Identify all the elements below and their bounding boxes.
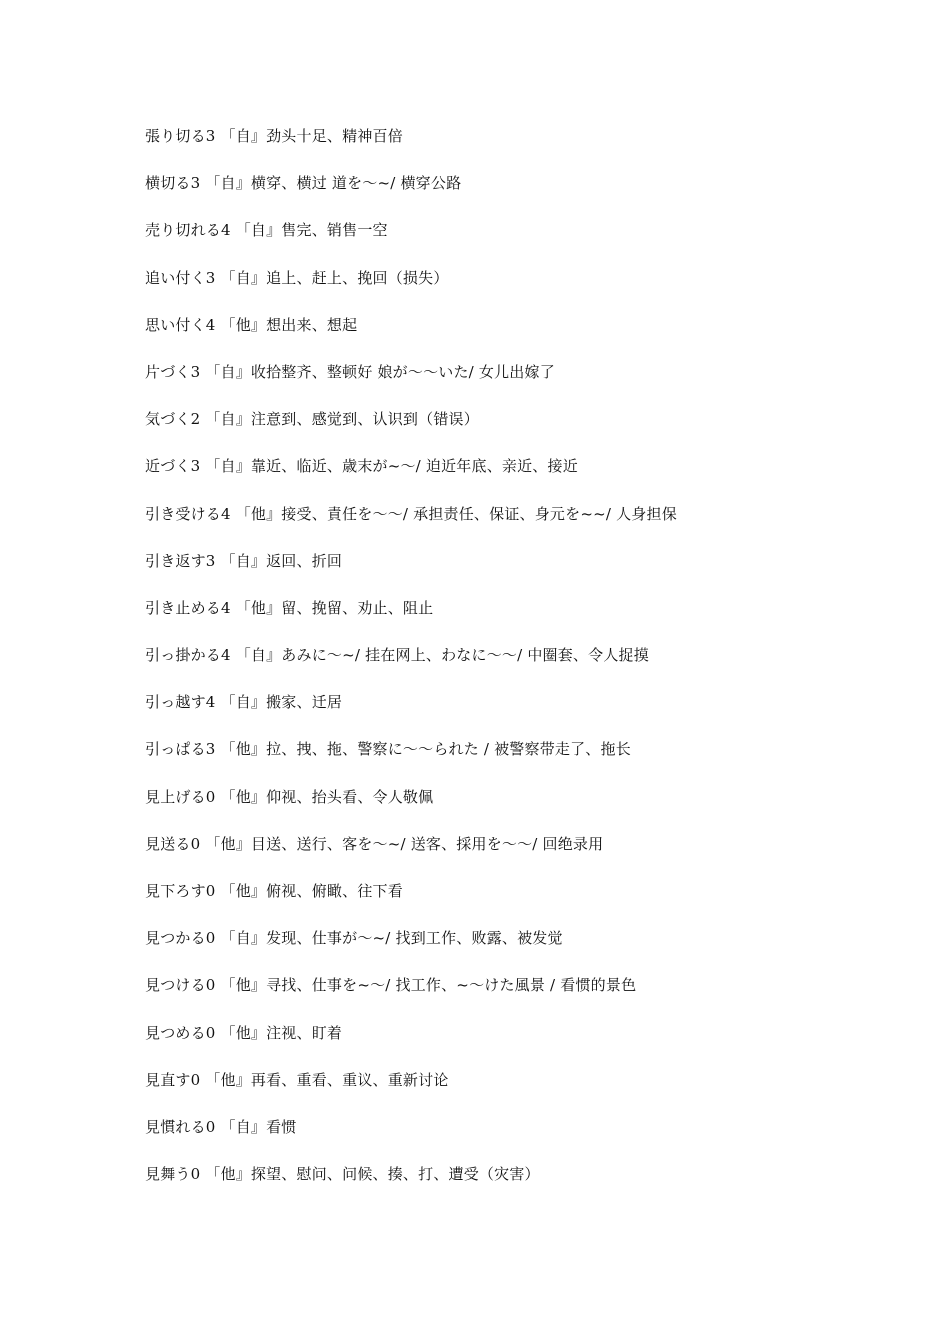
vocabulary-entry: 見つかる0 「自』发现、仕事が～~/ 找到工作、败露、被发觉 [145, 929, 563, 948]
vocabulary-entry: 近づく3 「自』靠近、临近、歳末が~～/ 迫近年底、亲近、接近 [145, 457, 578, 476]
vocabulary-entry: 引き返す3 「自』返回、折回 [145, 551, 343, 570]
vocabulary-entry: 張り切る3 「自』劲头十足、精神百倍 [145, 127, 403, 145]
vocabulary-entry: 売り切れる4 「自』售完、销售一空 [145, 221, 388, 240]
vocabulary-entry: 引っ掛かる4 「自』あみに～~/ 挂在网上、わなに～～/ 中圈套、令人捉摸 [145, 646, 649, 665]
vocabulary-entry: 思い付く4 「他』想出来、想起 [145, 315, 358, 334]
vocabulary-entry: 見慣れる0 「自』看惯 [145, 1117, 297, 1136]
vocabulary-entry: 片づく3 「自』收拾整齐、整顿好 娘が～～いた/ 女儿出嫁了 [145, 362, 555, 381]
vocabulary-entry: 気づく2 「自』注意到、感觉到、认识到（错误） [145, 410, 479, 429]
vocabulary-entry: 見直す0 「他』再看、重看、重议、重新讨论 [145, 1070, 449, 1089]
vocabulary-list [145, 124, 905, 1209]
vocabulary-entry: 引っぱる3 「他』拉、拽、拖、警察に～～られた / 被警察带走了、拖长 [145, 740, 631, 759]
vocabulary-entry: 見下ろす0 「他』俯视、俯瞰、往下看 [145, 882, 403, 900]
vocabulary-entry: 見送る0 「他』目送、送行、客を～~/ 送客、採用を～～/ 回绝录用 [145, 834, 604, 853]
vocabulary-entry: 見つける0 「他』寻找、仕事を~～/ 找工作、~～けた風景 / 看惯的景色 [145, 976, 637, 995]
vocabulary-entry: 引き止める4 「他』留、挽留、劝止、阻止 [145, 598, 434, 617]
vocabulary-entry: 引っ越す4 「自』搬家、迁居 [145, 693, 343, 712]
vocabulary-entry: 見舞う0 「他』探望、慰问、问候、揍、打、遭受（灾害） [145, 1165, 540, 1184]
vocabulary-entry: 横切る3 「自』横穿、横过 道を～~/ 横穿公路 [145, 174, 462, 193]
vocabulary-entry: 見上げる0 「他』仰视、抬头看、令人敬佩 [145, 787, 434, 806]
vocabulary-entry: 引き受ける4 「他』接受、責任を～～/ 承担责任、保证、身元を~~/ 人身担保 [145, 504, 677, 523]
vocabulary-entry: 追い付く3 「自』追上、赶上、挽回（损失） [145, 268, 449, 287]
vocabulary-entry: 見つめる0 「他』注视、盯着 [145, 1023, 343, 1042]
